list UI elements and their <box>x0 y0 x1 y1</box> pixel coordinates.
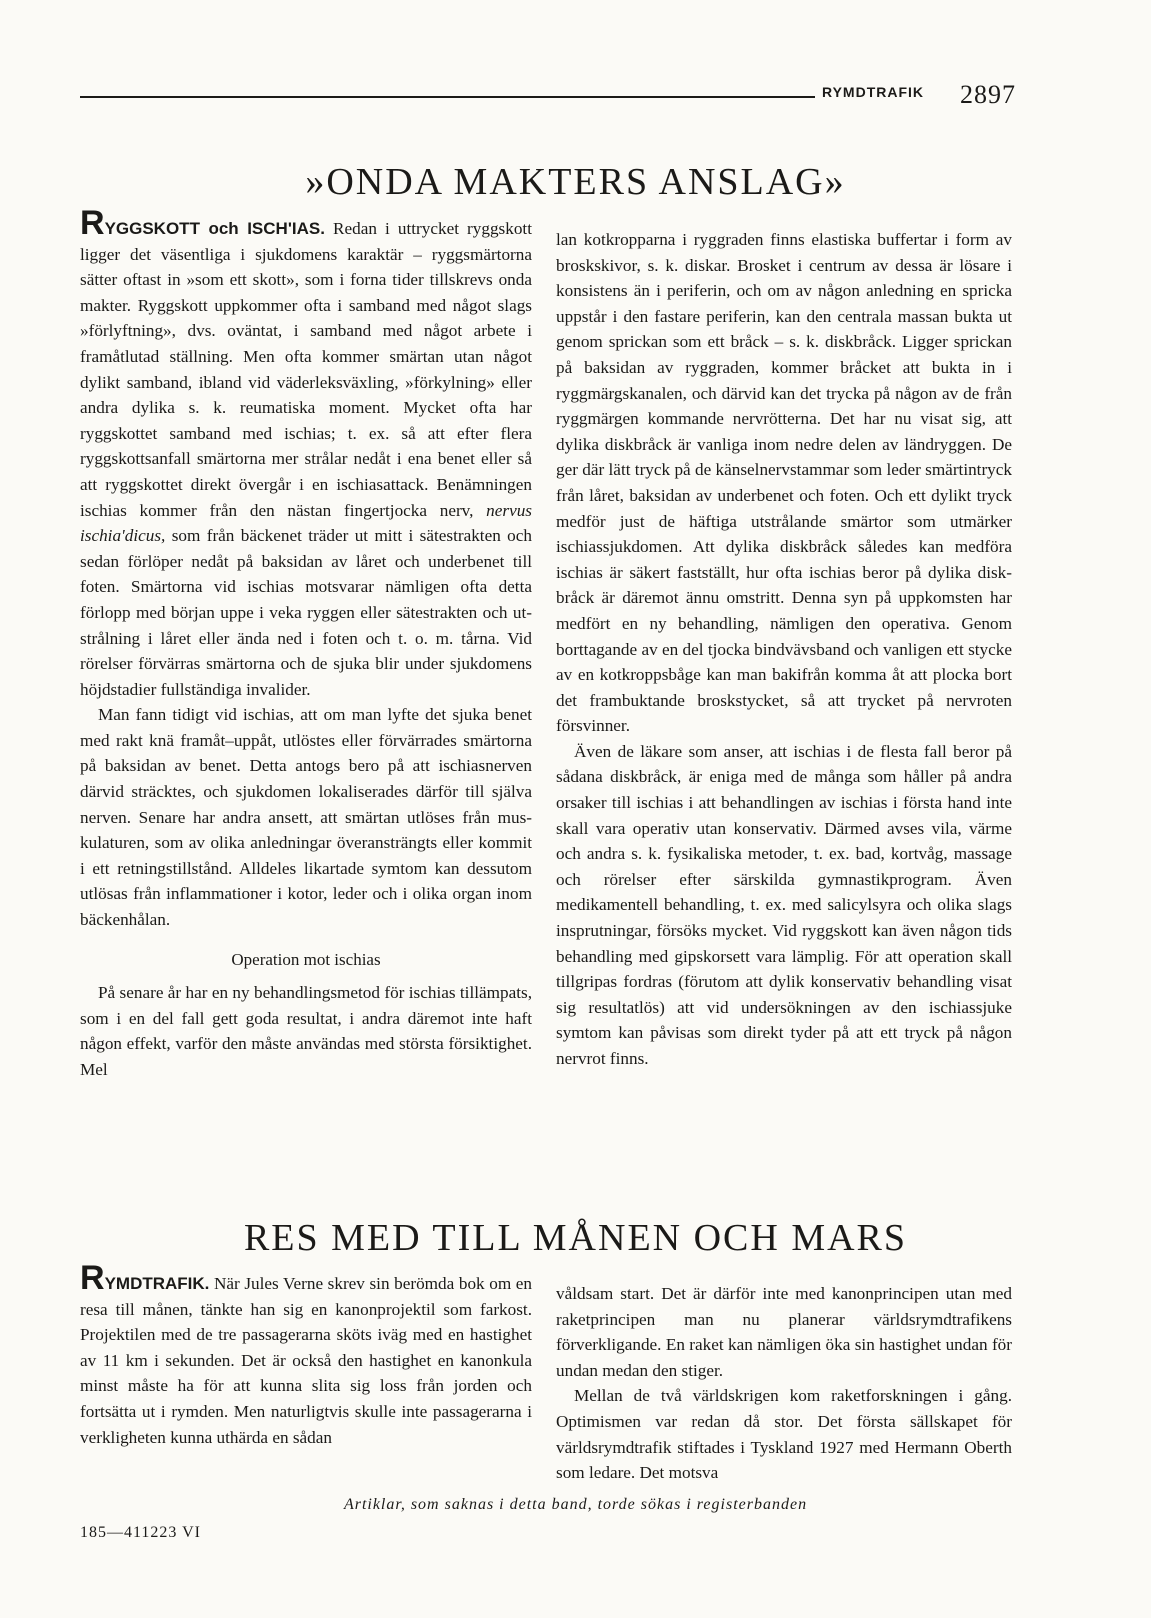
article1-paragraph-1 <box>80 204 532 702</box>
running-header-label: RYMDTRAFIK <box>822 84 925 100</box>
article1-paragraph-5: Även de läkare som anser, att ischias i de flesta fall beror på sådana diskbråck, är eniga med de många som håller på andra orsaker till ischias i att behandlingen av ischias i första hand inte skall vara operativ utan konservativ. Därmed avses vila, värme och andra s. k. fysikaliska metoder, t. ex. bad, kortvåg, massage och rörelser efter särskilda gymnastikprogram. Även medikamentell behandling, t. ex. med salicylsyra och olika slags insprutningar, försöks mycket. Vid ryggskott kan även någon tids behandling med gipskorsett vara lämplig. För att operation skall tillgripas fordras (förutom att dylik konservativ behandling visat sig resultatlös) att vid undersökningen av den ischiassjuke symtom kan påvisas som direkt tyder på att ett tryck på någon nervrot finns. <box>556 741 1012 1068</box>
latin-term: nervus ischia'dicus, <box>80 500 532 546</box>
article2-paragraph-1 <box>80 1259 532 1450</box>
footer-print-code: 185—411223 VI <box>80 1524 201 1541</box>
article1-p1-end: som från bäckenet träder ut mitt i sätestrakten och sedan förlöper nedåt på baksidan av låret och underbenet till foten. Smärtorna vid ischias motsvarar nämligen ofta detta förlopp med början uppe i veka ryggen eller sätestrakten och utstrålning i låret eller ända ned i foten och t. o. m. tårna. Vid rörelser förvärras smärtorna och de sjuka blir under sjukdomens höjdstadier fullständiga invalider. <box>80 526 532 699</box>
page-number: 2897 <box>960 80 1016 109</box>
article1-paragraph-4: lan kotkropparna i ryggraden finns elastiska buffertar i form av broskskivor, s. k. diskar. Brosket i centrum av dessa är lösare i konsistens än i periferin, och om av någon anledning en spricka uppstår i den fastare periferin, kan den centrala massan bukta ut genom sprickan som ett bråck – s. k. diskbråck. Ligger sprickan på baksidan av ryggraden, kommer bråcket att bukta in i ryggmärgskanalen, och därvid kan det trycka på någon av de från ryggmärgen kommande nervrötterna. Det har nu visat sig, att dylika diskbråck är vanliga inom nedre delen av ländryggen. De ger där lätt tryck på de känselnervstammar som leder smärtintryck från låret, baksidan av underbenet och foten. Och ett dylikt tryck medför just de häftiga utstrålande smärtor som utmärker ischiassjukdomen. Att dylika diskbråck således kan medföra ischias är säkert fastställt, hur ofta ischias beror på dylika diskbråck är däremot ännu omstritt. Denna syn på uppkomsten har medfört en ny behandling, nämligen den operativa. Genom borttagande av en del tjocka bindvävsband och vanligen ett stycke av en kotkroppsbåge kan man bakifrån komma åt att plocka bort det frambuktande broskstycket, så att trycket på nervroten försvinner. <box>556 230 1012 736</box>
article2-paragraph-3: Mellan de två världskrigen kom raketforskningen i gång. Optimismen var redan då stor. Det första sällskapet för världsrymdtrafik stiftades i Tyskland 1927 med Hermann Oberth som ledare. Det motsva <box>556 1386 1012 1483</box>
article2-left-column <box>80 1259 532 1450</box>
article2-runin-heading: YMDTRAFIK. <box>104 1274 210 1293</box>
article2-dropcap: R <box>80 1259 105 1297</box>
article2-paragraph-2: våldsam start. Det är därför inte med kanonprincipen utan med raketprincipen man nu planerar världsrymdtrafikens förverkligande. En raket kan nämligen öka sin hastighet undan för undan medan den stiger. <box>556 1284 1012 1380</box>
article1-paragraph-2: Man fann tidigt vid ischias, att om man lyfte det sjuka benet med rakt knä framåt–uppåt, utlöstes eller förvärrades smärtorna på baksidan av benet. Detta antogs bero på att ischiasnerven därvid sträcktes, och sjukdomen lokaliserades därför till själva nerven. Senare har andra ansett, att smärtan utlöses från muskulaturen, som av olika anledningar överansträngts eller kommit i ett retningstillstånd. Alldeles likartade symtom kan dessutom utlösas från inflammationer i kotor, leder och i olika organ inom bäckenhålan. <box>80 705 532 930</box>
article1-paragraph-3: På senare år har en ny behandlingsmetod för ischias tillämpats, som i en del fall gett goda resultat, i andra däremot inte haft någon effekt, varför den måste användas med största försiktighet. Mel <box>80 983 532 1079</box>
article1-p1-text: Redan i uttrycket ryggskott ligger det väsentliga i sjukdomens karaktär – ryggsmärtorna sätter oftast in »som ett skott», som i forna tider tillskrevs onda makter. Ryggskott uppkommer ofta i samband med något slags »förlyftning», dvs. oväntat, i samband med något arbete i framåtlutad ställning. Men ofta kommer smärtan utan något dylikt samband, ibland vid väderleksväxling, »förkylning» eller andra dylika s. k. reumatiska moment. Mycket ofta har ryggskottet samband med ischias; t. ex. så att efter flera ryggskottsanfall smärtorna mer strålar nedåt i ena benet eller så att ryggskottet direkt övergår i en ischiasattack. Benämningen ischias kommer från den nästan fingertjocka nerv, <box>80 219 532 520</box>
article2-right-column <box>556 1281 1012 1486</box>
article1-dropcap: R <box>80 204 105 242</box>
article2-title: RES MED TILL MÅNEN OCH MARS <box>243 1217 908 1259</box>
article1-runin-heading: YGGSKOTT och ISCH'IAS. <box>104 219 325 238</box>
article1-title: »ONDA MAKTERS ANSLAG» <box>305 161 846 203</box>
article2-p1-text: När Jules Verne skrev sin berömda bok om en resa till månen, tänkte han sig en kanonprojektil som farkost. Projektilen med de tre passagerarna sköts iväg med en hastighet av 11 km i sekunden. Det är också den hastighet en kanonkula minst måste ha för att kunna slita sig loss från jorden och fortsätta ut i rymden. Men naturligtvis skulle inte passagerarna i verkligheten kunna uthärda en sådan <box>80 1274 532 1447</box>
header-rule <box>80 96 815 98</box>
article1-subheading: Operation mot ischias <box>231 949 381 969</box>
article1-right-column <box>556 227 1012 1072</box>
footer-note: Artiklar, som saknas i detta band, torde sökas i registerbanden <box>343 1496 808 1513</box>
article1-left-column <box>80 204 532 1083</box>
